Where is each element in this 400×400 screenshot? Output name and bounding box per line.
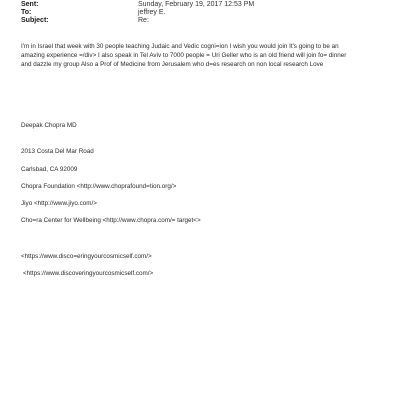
to-label: To: xyxy=(21,9,32,16)
chopra-foundation-link[interactable]: Chopra Foundation <http://www.choprafound=tion.org/> xyxy=(21,183,177,190)
cosmic-self-link-2[interactable]: <https://www.discoveringyourcosmicself.com/> xyxy=(23,270,154,277)
signature-address-line-1: 2013 Costa Del Mar Road xyxy=(21,148,94,155)
jiyo-link[interactable]: Jiyo <http://www.jiyo.com/> xyxy=(21,200,97,207)
signature-name: Deepak Chopra MD xyxy=(21,122,77,129)
subject-label: Subject: xyxy=(21,17,49,24)
sent-value: Sunday, February 19, 2017 12:53 PM xyxy=(138,1,255,8)
sent-label: Sent: xyxy=(21,1,39,8)
subject-value: Re: xyxy=(138,17,149,24)
signature-address-line-2: Carlsbad, CA 92009 xyxy=(21,166,78,173)
message-line-3: and dazzle my group Also a Prof of Medicine from Jerusalem who d=es research on non local research Love xyxy=(21,61,324,68)
message-line-2: amazing experience =/div> I also speak in Tel Aviv to 7000 people = Uri Geller who is an old friend will join fo= dinner xyxy=(21,52,347,59)
to-value: jeffrey E. xyxy=(138,9,166,16)
cosmic-self-link-1[interactable]: <https://www.disco=eringyourcosmicself.com/> xyxy=(21,253,152,260)
message-line-1: I'm in Israel that week with 30 people teaching Judaic and Vedic cogni=ion I wish you would join It's going to be an xyxy=(21,43,339,50)
chopra-center-link[interactable]: Cho=ra Center for Wellbeing <http://www.chopra.com/= target<> xyxy=(21,217,201,224)
